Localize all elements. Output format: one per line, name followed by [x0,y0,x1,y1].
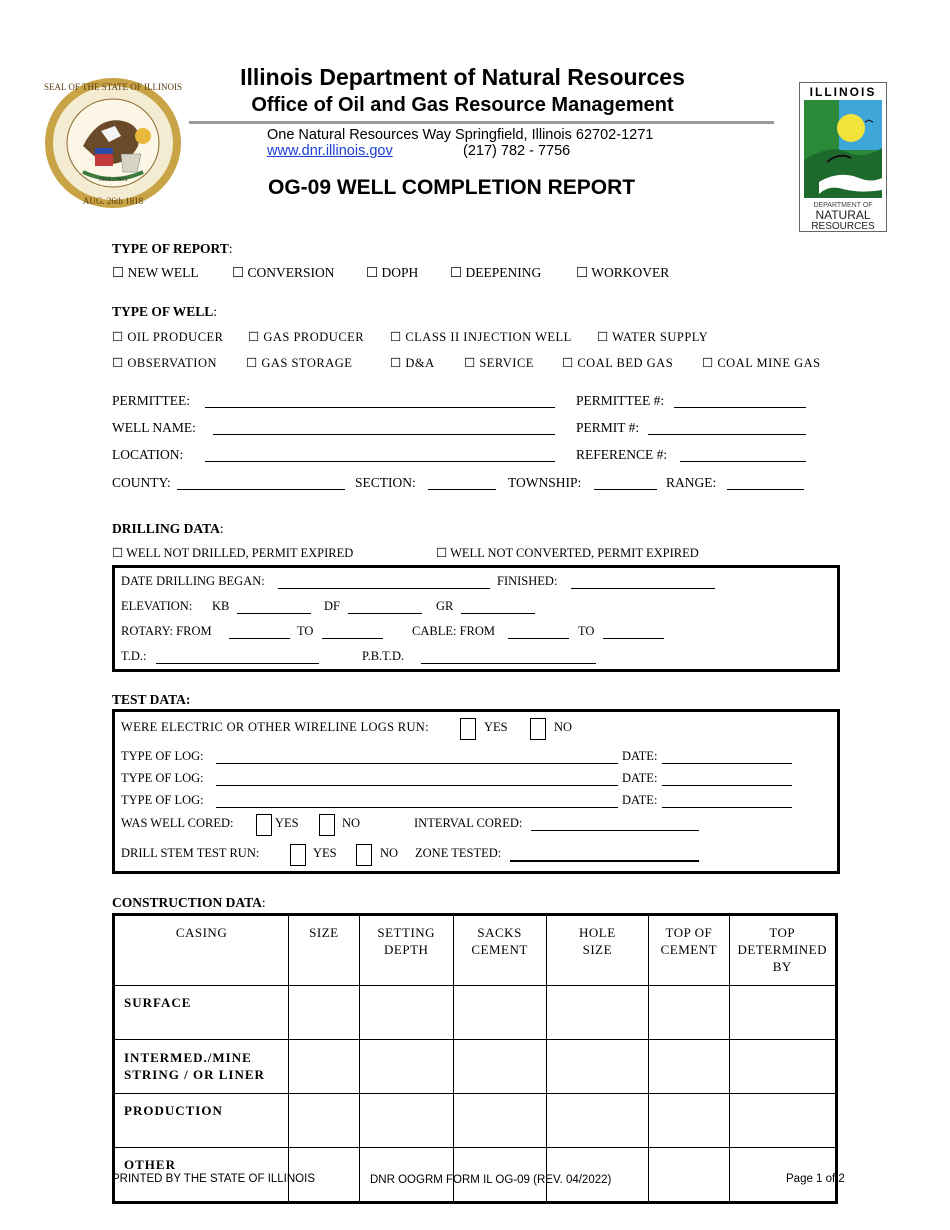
address: One Natural Resources Way Springfield, Illinois 62702-1271 [267,127,654,143]
col-hole-size: HOLE SIZE [546,915,649,986]
table-row [114,1094,837,1148]
well-not-drilled-option[interactable]: ☐ WELL NOT DRILLED, PERMIT EXPIRED [112,546,354,560]
seal-years: 1868 / 1818 [98,177,128,183]
test-data-heading: TEST DATA: [112,692,191,707]
location-field[interactable] [205,448,555,462]
drill-stem-yes-label: YES [313,846,337,860]
dnr-logo-image [799,82,887,232]
table-cell[interactable] [729,1094,837,1148]
state-seal-image [43,76,183,210]
finished-label: FINISHED: [497,574,558,588]
drill-stem-no-label: NO [380,846,399,860]
drill-stem-no-checkbox[interactable] [356,844,372,866]
well-option-service[interactable]: ☐ SERVICE [464,356,534,370]
gr-field[interactable] [461,600,535,614]
type-of-log-label-1: TYPE OF LOG: [121,749,204,763]
rotary-to-field[interactable] [322,625,383,639]
elevation-label: ELEVATION: [121,599,193,613]
pbtd-field[interactable] [421,650,596,664]
footer-page-number: Page 1 of 2 [786,1173,845,1185]
drill-stem-test-label: DRILL STEM TEST RUN: [121,846,260,860]
footer-printed-by: PRINTED BY THE STATE OF ILLINOIS [112,1173,315,1185]
type-of-log-field-2[interactable] [216,772,618,786]
reference-no-label: REFERENCE #: [576,447,668,462]
type-of-log-label-3: TYPE OF LOG: [121,793,204,807]
row-label-surface: SURFACE [114,986,289,1040]
construction-data-heading: CONSTRUCTION DATA: [112,895,266,910]
cable-to-label: TO [578,624,595,638]
df-field[interactable] [348,600,422,614]
well-cored-no-checkbox[interactable] [319,814,335,836]
well-option-da[interactable]: ☐ D&A [390,356,435,370]
interval-cored-label: INTERVAL CORED: [414,816,523,830]
cable-from-label: CABLE: FROM [412,624,496,638]
finished-field[interactable] [571,575,715,589]
report-option-deepening[interactable]: ☐ DEEPENING [450,265,542,280]
logo-illinois: ILLINOIS [809,85,877,99]
well-option-coal-mine-gas[interactable]: ☐ COAL MINE GAS [702,356,821,370]
type-of-log-field-3[interactable] [216,794,618,808]
agency-name: Illinois Department of Natural Resources [240,64,685,90]
well-option-oil-producer[interactable]: ☐ OIL PRODUCER [112,330,224,344]
zone-tested-field[interactable] [510,847,699,862]
table-cell[interactable] [729,1040,837,1094]
table-cell[interactable] [359,1040,453,1094]
well-name-label: WELL NAME: [112,420,196,435]
county-label: COUNTY: [112,475,171,490]
table-cell[interactable] [649,1148,729,1203]
well-option-class-ii-injection[interactable]: ☐ CLASS II INJECTION WELL [390,330,572,344]
drilling-data-heading: DRILLING DATA: [112,521,224,536]
type-of-report-heading: TYPE OF REPORT: [112,241,233,256]
col-top-determined-by: TOP DETERMINED BY [729,915,837,986]
permit-no-label: PERMIT #: [576,420,640,435]
col-casing: CASING [114,915,289,986]
td-field[interactable] [156,650,319,664]
drill-stem-yes-checkbox[interactable] [290,844,306,866]
reference-no-field[interactable] [680,448,806,462]
logs-run-label: WERE ELECTRIC OR OTHER WIRELINE LOGS RUN: [121,720,429,734]
type-of-log-label-2: TYPE OF LOG: [121,771,204,785]
kb-field[interactable] [237,600,311,614]
gr-label: GR [436,599,454,613]
table-cell[interactable] [453,1040,546,1094]
table-cell[interactable] [546,1040,649,1094]
well-cored-yes-checkbox[interactable] [256,814,272,836]
table-cell[interactable] [289,1094,360,1148]
table-cell[interactable] [453,1094,546,1148]
logo-resources: RESOURCES [811,221,875,232]
logo-natural: NATURAL [815,208,871,222]
report-option-conversion[interactable]: ☐ CONVERSION [232,265,335,280]
well-cored-label: WAS WELL CORED: [121,816,234,830]
table-cell[interactable] [649,986,729,1040]
table-cell[interactable] [729,986,837,1040]
section-field[interactable] [428,476,496,490]
log-date-label-1: DATE: [622,749,658,763]
range-label: RANGE: [666,475,717,490]
township-label: TOWNSHIP: [508,475,582,490]
df-label: DF [324,599,340,613]
log-date-label-3: DATE: [622,793,658,807]
header-divider [189,121,774,124]
rotary-from-field[interactable] [229,625,290,639]
date-drilling-began-field[interactable] [278,575,490,589]
table-cell[interactable] [359,1094,453,1148]
office-name: Office of Oil and Gas Resource Management [251,94,674,116]
permit-no-field[interactable] [648,421,806,435]
zone-tested-label: ZONE TESTED: [415,846,502,860]
td-label: T.D.: [121,649,147,663]
rotary-from-label: ROTARY: FROM [121,624,212,638]
report-option-doph[interactable]: ☐ DOPH [366,265,419,280]
well-not-converted-option[interactable]: ☐ WELL NOT CONVERTED, PERMIT EXPIRED [436,546,699,560]
log-date-field-1[interactable] [662,750,792,764]
well-option-gas-producer[interactable]: ☐ GAS PRODUCER [248,330,365,344]
report-option-new-well[interactable]: ☐ NEW WELL [112,265,199,280]
cable-to-field[interactable] [603,625,664,639]
permittee-label: PERMITTEE: [112,393,190,408]
logs-run-no-label: NO [554,720,573,734]
row-label-intermediate: INTERMED./MINE STRING / OR LINER [114,1040,289,1094]
well-option-coal-bed-gas[interactable]: ☐ COAL BED GAS [562,356,674,370]
interval-cored-field[interactable] [531,817,699,831]
col-setting-depth: SETTING DEPTH [359,915,453,986]
website-link[interactable]: www.dnr.illinois.gov [267,143,393,159]
table-row [114,1040,837,1094]
logs-run-yes-checkbox[interactable] [460,718,476,740]
report-option-workover[interactable]: ☐ WORKOVER [576,265,670,280]
permittee-no-label: PERMITTEE #: [576,393,665,408]
type-of-well-heading: TYPE OF WELL: [112,304,218,319]
col-top-of-cement: TOP OF CEMENT [649,915,729,986]
well-option-gas-storage[interactable]: ☐ GAS STORAGE [246,356,353,370]
date-drilling-began-label: DATE DRILLING BEGAN: [121,574,265,588]
seal-date: AUG. 26th 1818 [82,196,144,206]
table-cell[interactable] [546,1094,649,1148]
footer-form-id: DNR OOGRM FORM IL OG-09 (REV. 04/2022) [370,1174,612,1186]
table-cell[interactable] [289,986,360,1040]
table-cell[interactable] [359,986,453,1040]
table-cell[interactable] [649,1040,729,1094]
well-cored-yes-label: YES [275,816,299,830]
well-option-water-supply[interactable]: ☐ WATER SUPPLY [597,330,709,344]
logo-dept: DEPARTMENT OF [813,202,873,209]
permittee-field[interactable] [205,394,555,408]
log-date-field-2[interactable] [662,772,792,786]
logs-run-no-checkbox[interactable] [530,718,546,740]
rotary-to-label: TO [297,624,314,638]
section-label: SECTION: [355,475,416,490]
seal-text: SEAL OF THE STATE OF ILLINOIS [43,82,183,92]
township-field[interactable] [594,476,657,490]
location-label: LOCATION: [112,447,184,462]
well-cored-no-label: NO [342,816,361,830]
logs-run-yes-label: YES [484,720,508,734]
permittee-no-field[interactable] [674,394,806,408]
cable-from-field[interactable] [508,625,569,639]
row-label-production: PRODUCTION [114,1094,289,1148]
log-date-field-3[interactable] [662,794,792,808]
type-of-log-field-1[interactable] [216,750,618,764]
log-date-label-2: DATE: [622,771,658,785]
col-sacks-cement: SACKS CEMENT [453,915,546,986]
kb-label: KB [212,599,230,613]
row-label-other: OTHER [114,1148,289,1203]
phone-number: (217) 782 - 7756 [463,143,571,159]
table-cell[interactable] [546,986,649,1040]
county-field[interactable] [177,476,345,490]
col-size: SIZE [289,915,360,986]
pbtd-label: P.B.T.D. [362,649,405,663]
table-cell[interactable] [453,986,546,1040]
table-cell[interactable] [289,1040,360,1094]
range-field[interactable] [727,476,804,490]
form-title: OG-09 WELL COMPLETION REPORT [268,176,636,199]
table-row [114,986,837,1040]
construction-header-row [114,915,837,986]
table-cell[interactable] [649,1094,729,1148]
construction-table [112,913,838,1204]
well-name-field[interactable] [213,421,555,435]
well-option-observation[interactable]: ☐ OBSERVATION [112,356,218,370]
